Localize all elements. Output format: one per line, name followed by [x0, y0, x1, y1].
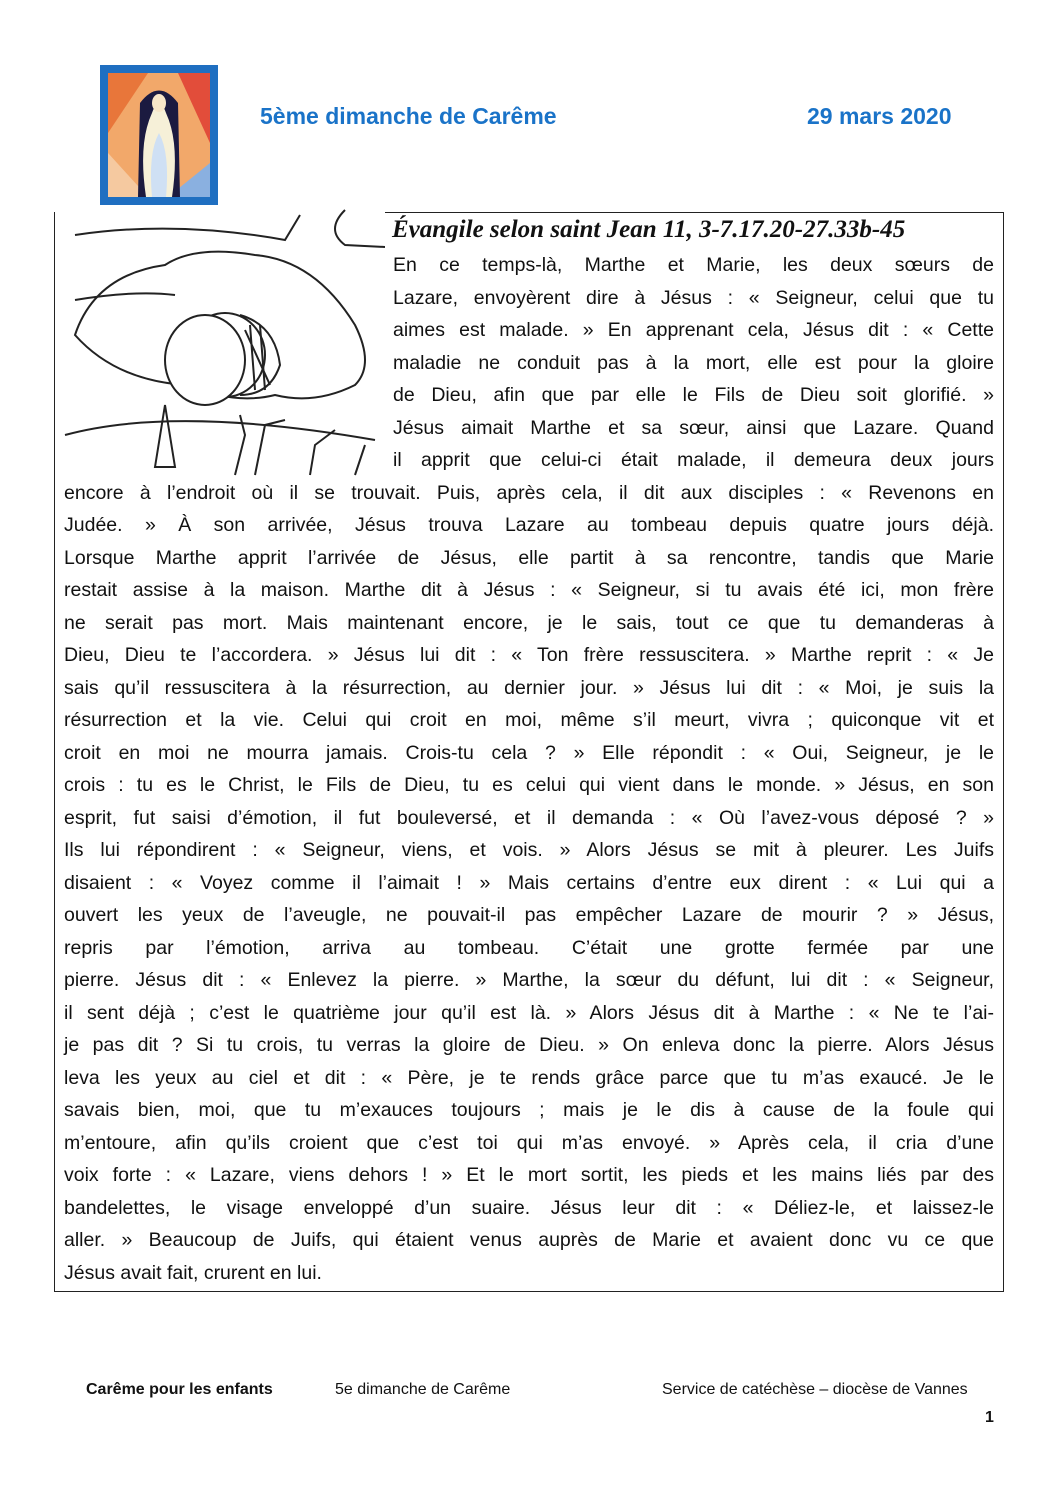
text-line: Jésus aimait Marthe et sa sœur, ainsi que Lazare. Quand — [393, 416, 994, 439]
text-line: En ce temps-là, Marthe et Marie, les deux sœurs de — [393, 254, 994, 276]
footer-right: Service de catéchèse – diocèse de Vannes — [662, 1381, 968, 1398]
text-line: esprit, fut saisi d’émotion, il fut bouleversé, et il demanda : « Où l’avez-vous déposé ? » — [64, 806, 994, 829]
page-title: 5ème dimanche de Carême — [260, 103, 557, 129]
text-line: sais qu’il ressuscitera à la résurrection, au dernier jour. » Jésus lui dit : « Moi, je suis la — [64, 676, 994, 699]
text-line: m’entoure, afin qu’ils croient que c’est toi qui m’as envoyé. » Après cela, il cria d’une — [64, 1131, 994, 1154]
text-line: disaient : « Voyez comme il l’aimait ! » Mais certains d’entre eux dirent : « Lui qui a — [64, 871, 994, 894]
text-line: leva les yeux au ciel et dit : « Père, je te rends grâce parce que tu m’as exaucé. Je le — [64, 1066, 994, 1089]
text-line: pierre. Jésus dit : « Enlevez la pierre. » Marthe, la sœur du défunt, lui dit : « Seigneur, — [64, 969, 994, 991]
page-number: 1 — [985, 1409, 994, 1426]
text-line: ne serait pas mort. Mais maintenant encore, je le sais, tout ce que tu demanderas à — [64, 611, 994, 634]
footer-center: 5e dimanche de Carême — [335, 1381, 511, 1398]
resurrection-illustration — [100, 65, 218, 205]
text-line: repris par l’émotion, arriva au tombeau. C’était une grotte fermée par une — [64, 936, 994, 959]
text-line: Lazare, envoyèrent dire à Jésus : « Seigneur, celui que tu — [393, 286, 994, 309]
text-line: maladie ne conduit pas à la mort, elle est pour la gloire — [393, 351, 994, 374]
text-line: voix forte : « Lazare, viens dehors ! » Et le mort sortit, les pieds et les mains liés par des — [64, 1164, 994, 1186]
text-line: il apprit que celui-ci était malade, il demeura deux jours — [393, 449, 994, 471]
text-line: Jésus avait fait, crurent en lui. — [64, 1261, 322, 1284]
text-line: aimes est malade. » En apprenant cela, Jésus dit : « Cette — [393, 319, 994, 341]
text-line: Ils lui répondirent : « Seigneur, viens, et vois. » Alors Jésus se mit à pleurer. Les Juifs — [64, 839, 994, 861]
text-line: Lorsque Marthe apprit l’arrivée de Jésus, elle partit à sa rencontre, tandis que Marie — [64, 546, 994, 569]
text-line: Judée. » À son arrivée, Jésus trouva Lazare au tombeau depuis quatre jours déjà. — [64, 514, 994, 536]
text-line: restait assise à la maison. Marthe dit à Jésus : « Seigneur, si tu avais été ici, mon frère — [64, 579, 994, 601]
text-line: résurrection et la vie. Celui qui croit en moi, même s’il meurt, vivra ; quiconque vit et — [64, 709, 994, 731]
gospel-heading: Évangile selon saint Jean 11, 3-7.17.20-27.33b-45 — [392, 216, 906, 243]
tomb-drawing — [55, 205, 385, 477]
text-line: aller. » Beaucoup de Juifs, qui étaient venus auprès de Marie et avaient donc vu ce que — [64, 1229, 994, 1251]
text-line: ouvert les yeux de l’aveugle, ne pouvait-il pas empêcher Lazare de mourir ? » Jésus, — [64, 904, 994, 926]
text-line: bandelettes, le visage enveloppé d’un suaire. Jésus leur dit : « Déliez-le, et laissez-le — [64, 1196, 994, 1219]
text-line: de Dieu, afin que par elle le Fils de Dieu soit glorifié. » — [393, 384, 994, 406]
footer-left: Carême pour les enfants — [86, 1381, 273, 1398]
text-line: croit en moi ne mourra jamais. Crois-tu cela ? » Elle répondit : « Oui, Seigneur, je le — [64, 741, 994, 764]
text-line: Dieu, Dieu te l’accordera. » Jésus lui dit : « Ton frère ressuscitera. » Marthe reprit : « Je — [64, 644, 994, 666]
page-date: 29 mars 2020 — [807, 103, 952, 129]
text-line: encore à l’endroit où il se trouvait. Puis, après cela, il dit aux disciples : « Revenons en — [64, 481, 994, 504]
text-line: savais bien, moi, que tu m’exauces toujours ; mais je le dis à cause de la foule qui — [64, 1099, 994, 1121]
text-line: je pas dit ? Si tu crois, tu verras la gloire de Dieu. » On enleva donc la pierre. Alors Jésus — [64, 1034, 994, 1056]
text-line: il sent déjà ; c’est le quatrième jour qu’il est là. » Alors Jésus dit à Marthe : « Ne te l’ai- — [64, 1001, 994, 1024]
text-line: crois : tu es le Christ, le Fils de Dieu, tu es celui qui vient dans le monde. » Jésus, en son — [64, 774, 994, 796]
